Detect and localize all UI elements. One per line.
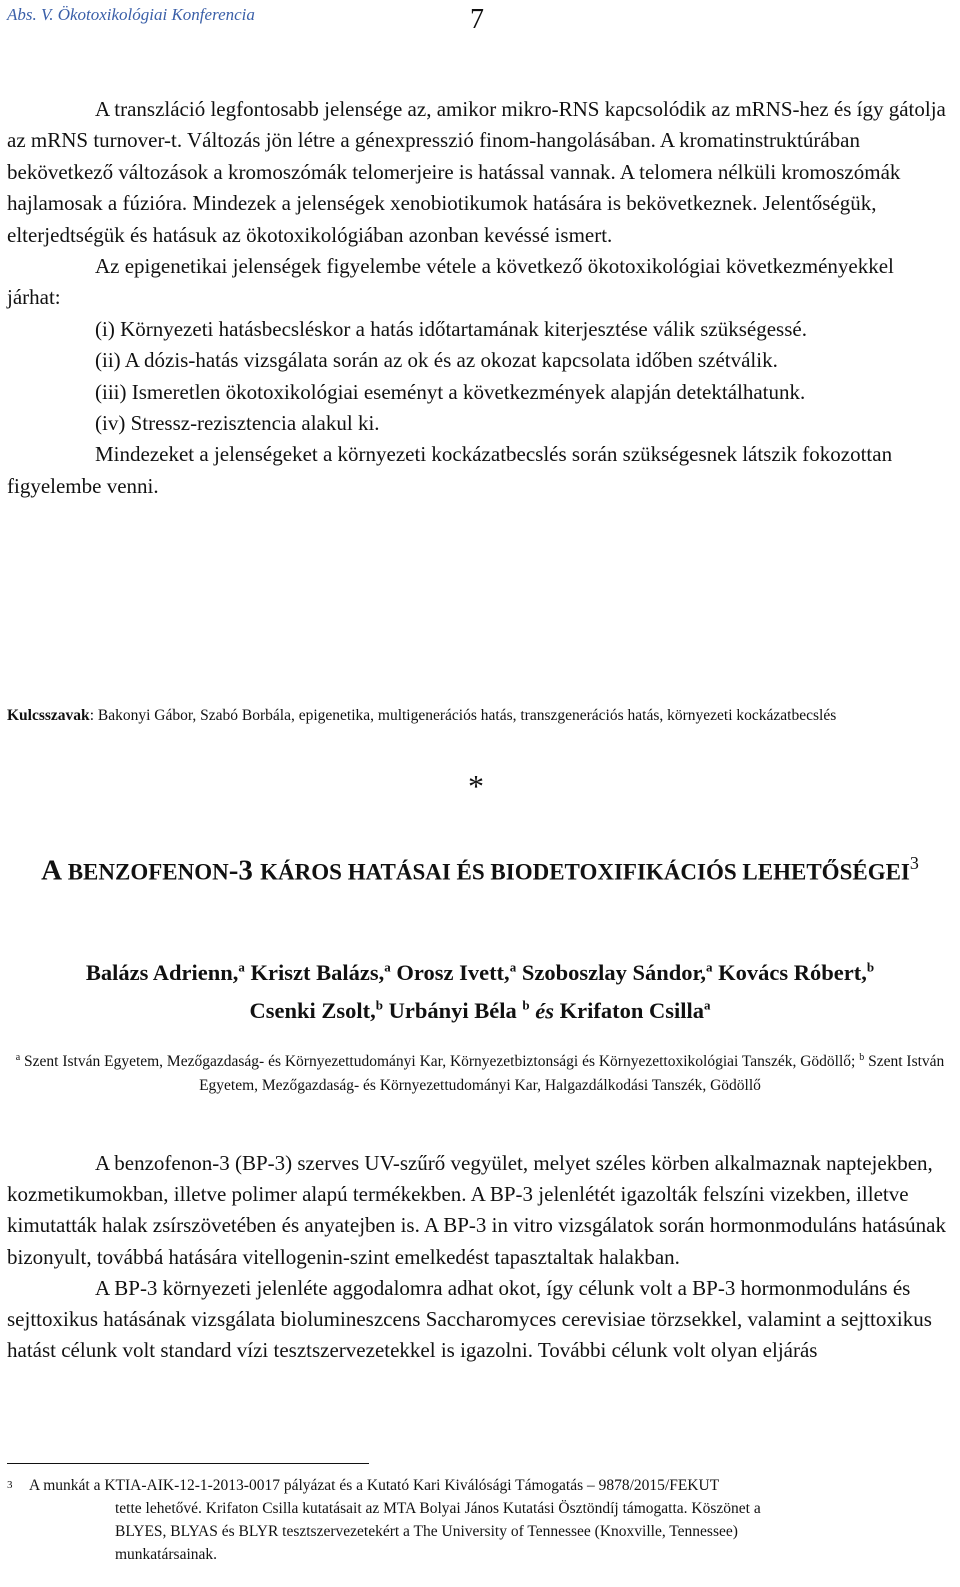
title-fragment: BENZOFENON	[67, 859, 229, 885]
running-header: Abs. V. Ökotoxikológiai Konferencia	[7, 5, 255, 24]
footnote-line: A munkát a KTIA-AIK-12-1-2013-0017 pályázat és a Kutató Kari Kiválósági Támogatás – 9878/2015/FEKUT	[29, 1477, 720, 1494]
list-item: (i) Környezeti hatásbecsléskor a hatás időtartamának kiterjesztése válik szükségessé.	[95, 316, 807, 341]
title-fragment: -3	[228, 854, 261, 887]
list-item: (ii) A dózis-hatás vizsgálata során az ok és az okozat kapcsolata időben szétválik.	[95, 348, 778, 373]
footnote-mark: 3	[7, 1479, 13, 1491]
section-separator: *	[468, 768, 484, 804]
author: Kriszt Balázs,$^a$	[244, 959, 391, 985]
author-list	[0, 950, 960, 1027]
author: Krifaton Csilla$^a$	[559, 997, 711, 1023]
author: Csenki Zsolt,$^b$	[249, 997, 383, 1023]
footnote-line: BLYES, BLYAS és BLYR tesztszervezetekért a The University of Tennessee (Knoxville, Tennessee)	[115, 1523, 738, 1540]
title-fragment: KÁROS HATÁSAI ÉS BIODETOXIFIKÁCIÓS LEHETŐSÉGEI	[260, 859, 910, 885]
author: Balázs Adrienn,$^a$	[85, 959, 245, 985]
author: Szoboszlay Sándor,$^a$	[516, 959, 713, 985]
page-number: 7	[470, 4, 484, 35]
footnote	[7, 1474, 939, 1566]
footnote-divider	[7, 1463, 369, 1464]
title-footnote-mark: 3	[909, 853, 919, 873]
abstract	[7, 1148, 947, 1366]
affiliation-mark: a	[15, 1052, 21, 1063]
paragraph-transzlacio: A transzláció legfontosabb jelensége az, amikor mikro-RNS kapcsolódik az mRNS-hez és így gátolja az mRNS turnover-t. Változás jön létre a génexpresszió finom-hangolásában. A kromatinstruktúrában bekövetkező változások a kromoszómák telomerjeire is hatással vannak. A telomera nélküli kromoszómák hajlamosak a fúzióra. Mindezek a jelenségek xenobiotikumok hatására is bekövetkeznek. Jelentőségük, elterjedtségük és hatásuk az ökotoxikológiában azonban kevéssé ismert.	[7, 97, 946, 247]
paragraph-mindezeket: Mindezeket a jelenségeket a környezeti kockázatbecslés során szükségesnek látszik fokozottan figyelembe venni.	[7, 442, 893, 498]
keywords	[7, 704, 947, 728]
author: Orosz Ivett,$^a$	[390, 959, 517, 985]
abstract-paragraph: A benzofenon-3 (BP-3) szerves UV-szűrő vegyület, melyet széles körben alkalmaznak naptejekben, kozmetikumokban, illetve polimer alapú termékekben. A BP-3 jelenlétét igazolták felszíni vizekben, illetve kimutatták halak zsírszövetében és anyatejben is. A BP-3 in vitro vizsgálatok során hormonmoduláns hatásúnak bizonyult, továbbá hatására vitellogenin-szint emelkedést tapasztaltak halakban.	[7, 1151, 946, 1269]
author-conjunction: és	[529, 998, 560, 1023]
keywords-text: : Bakonyi Gábor, Szabó Borbála, epigenetika, multigenerációs hatás, transzgenerációs hatás, környezeti kockázatbecslés	[89, 707, 837, 724]
title-fragment: A	[41, 854, 68, 887]
paragraph-epigenetikai: Az epigenetikai jelenségek figyelembe vétele a következő ökotoxikológiai következményekkel járhat:	[7, 254, 894, 310]
footnote-line: tette lehetővé. Krifaton Csilla kutatásait az MTA Bolyai János Kutatási Ösztöndíj támogatta. Köszönet a	[115, 1500, 761, 1517]
keywords-label: Kulcsszavak	[7, 707, 90, 724]
body-text	[7, 94, 947, 502]
author: Urbányi Béla $^b$	[383, 997, 530, 1023]
affiliation-mark: b	[859, 1052, 865, 1063]
footnote-line: munkatársainak.	[115, 1546, 218, 1563]
affiliation-text: Szent István Egyetem, Mezőgazdaság- és Környezettudományi Kar, Környezetbiztonsági és Környezettoxikológiai Tanszék, Gödöllő;	[20, 1053, 860, 1071]
author: Kovács Róbert,$^b$	[712, 959, 875, 985]
abstract-paragraph: A BP-3 környezeti jelenléte aggodalomra adhat okot, így célunk volt a BP-3 hormonmoduláns és sejttoxikus hatásának vizsgálata biolumineszcens Saccharomyces cerevisiae törzsekkel, valamint a sejttoxikus hatást célunk volt standard vízi tesztszervezetekkel is igazolni. További célunk volt olyan eljárás	[7, 1275, 932, 1363]
article-title	[0, 844, 960, 892]
affiliations	[7, 1046, 953, 1097]
list-item: (iv) Stressz-rezisztencia alakul ki.	[95, 411, 380, 436]
list-item: (iii) Ismeretlen ökotoxikológiai eseményt a következmények alapján detektálhatunk.	[95, 379, 806, 404]
affiliation-text: Szent István Egyetem, Mezőgazdaság- és Környezettudományi Kar, Halgazdálkodási Tanszék, Gödöllő	[199, 1053, 945, 1094]
